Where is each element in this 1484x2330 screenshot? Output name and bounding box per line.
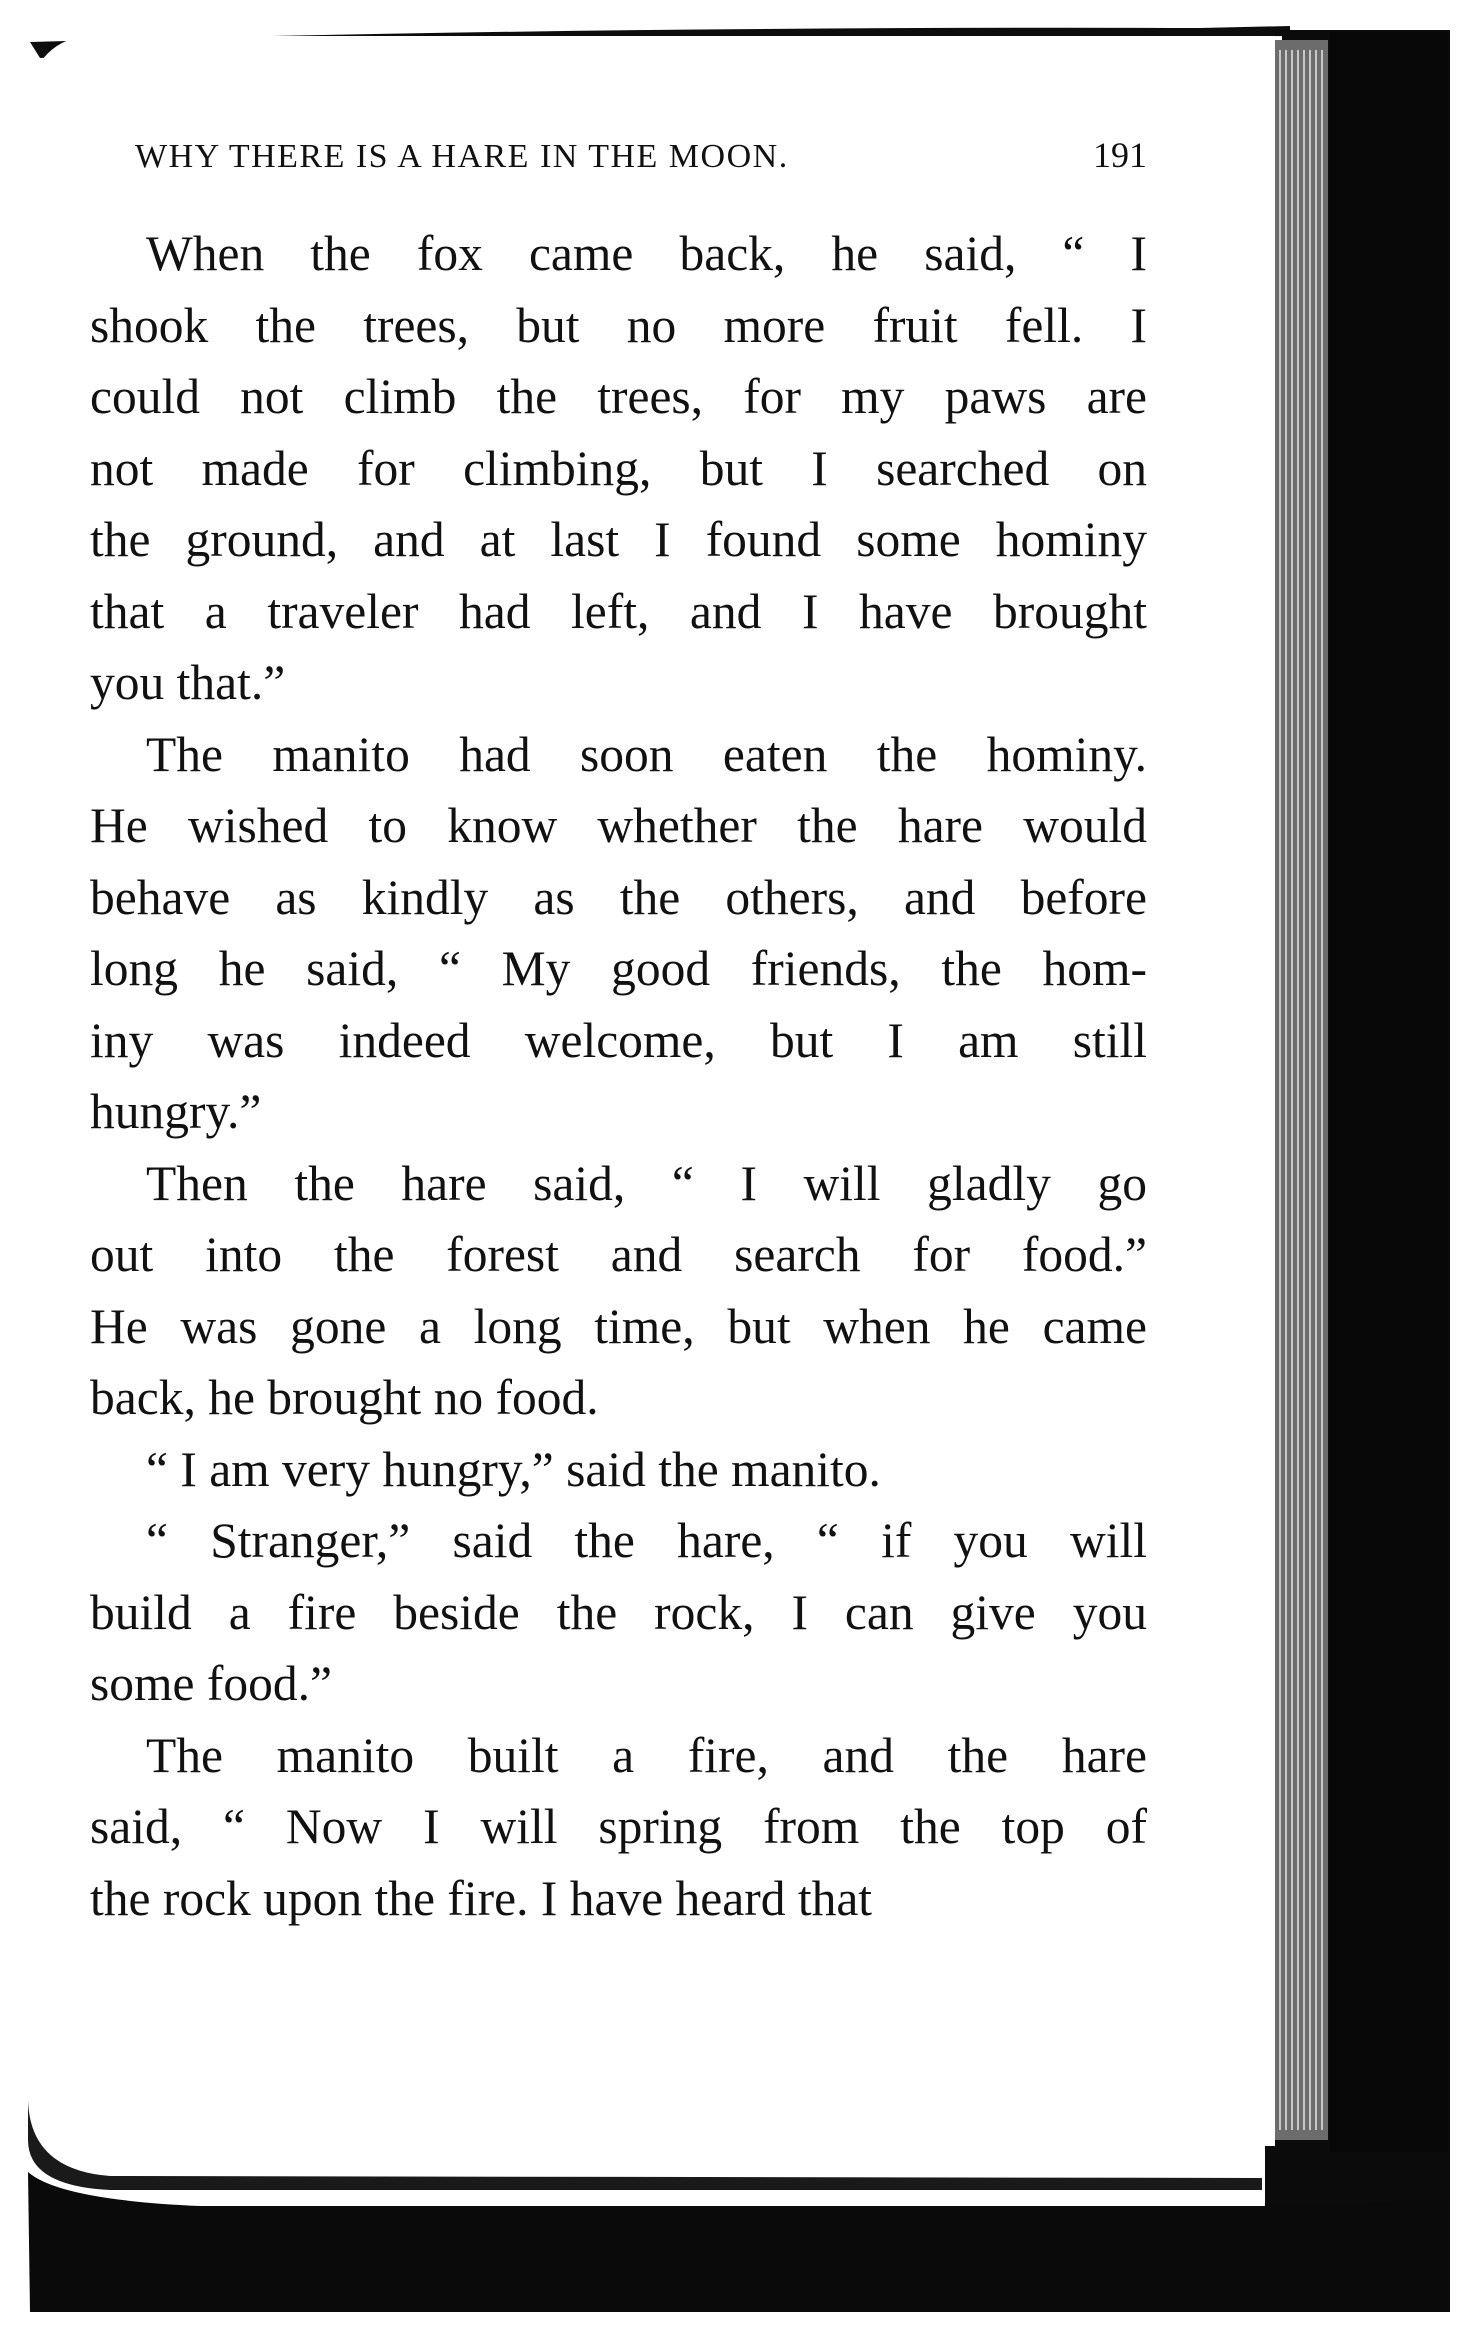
right-cover xyxy=(1330,32,1448,2152)
page-number: 191 xyxy=(1093,135,1147,175)
text-line: the ground, and at last I found some hominy xyxy=(90,512,1147,567)
bottom-binding-edge xyxy=(28,2172,1450,2312)
text-line: you that.” xyxy=(90,655,286,710)
paragraph xyxy=(90,218,1147,719)
paragraph xyxy=(90,1720,1147,1935)
text-line: some food.” xyxy=(90,1656,332,1711)
text-line: behave as kindly as the others, and before xyxy=(90,869,1147,925)
running-title: WHY THERE IS A HARE IN THE MOON. xyxy=(135,138,789,175)
body-text xyxy=(90,218,1147,1934)
text-line: iny was indeed welcome, but I am still xyxy=(90,1012,1147,1068)
text-line: build a fire beside the rock, I can give you xyxy=(90,1584,1147,1640)
text-line: He wished to know whether the hare would xyxy=(90,798,1147,853)
text-line: back, he brought no food. xyxy=(90,1370,599,1425)
text-line: hungry.” xyxy=(90,1084,262,1139)
text-line: The manito built a fire, and the hare xyxy=(146,1727,1147,1783)
text-line: could not climb the trees, for my paws are xyxy=(90,369,1147,424)
text-line: said, “ Now I will spring from the top of xyxy=(90,1799,1147,1854)
text-line: “ I am very hungry,” said the manito. xyxy=(146,1441,881,1497)
text-line: “ Stranger,” said the hare, “ if you will xyxy=(146,1513,1147,1568)
text-line: that a traveler had left, and I have brought xyxy=(90,583,1147,639)
text-line: shook the trees, but no more fruit fell. I xyxy=(90,297,1147,353)
text-line: Then the hare said, “ I will gladly go xyxy=(146,1155,1147,1211)
paragraph xyxy=(90,719,1147,1148)
text-line: The manito had soon eaten the hominy. xyxy=(146,726,1147,782)
text-line: long he said, “ My good friends, the hom- xyxy=(90,941,1147,996)
paragraph xyxy=(90,1505,1147,1720)
text-line: out into the forest and search for food.” xyxy=(90,1227,1147,1282)
paragraph xyxy=(90,1434,1147,1506)
text-line: the rock upon the fire. I have heard that xyxy=(90,1870,873,1926)
text-line: When the fox came back, he said, “ I xyxy=(146,226,1147,281)
text-line: He was gone a long time, but when he came xyxy=(90,1298,1147,1354)
paragraph xyxy=(90,1148,1147,1434)
text-line: not made for climbing, but I searched on xyxy=(90,440,1147,496)
running-header xyxy=(135,134,1147,176)
